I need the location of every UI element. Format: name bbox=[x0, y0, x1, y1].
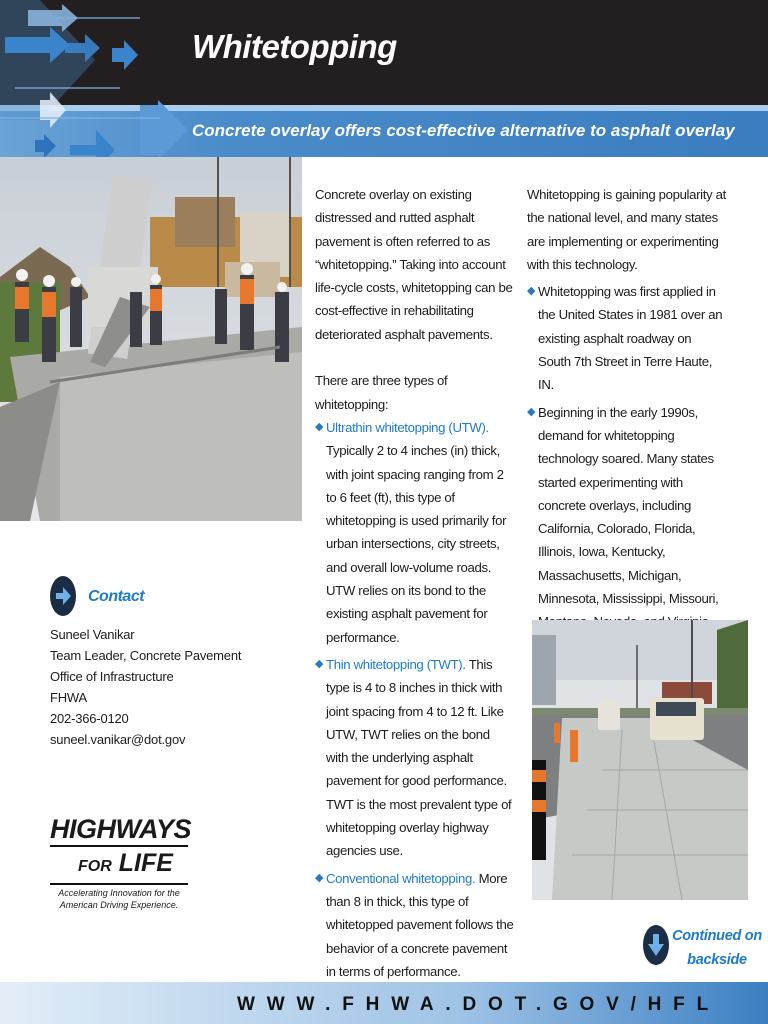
diamond-bullet-icon: ◆ bbox=[315, 657, 324, 670]
highways-for-life-logo bbox=[50, 814, 192, 911]
type-item-utw bbox=[315, 416, 515, 649]
decorative-arrows bbox=[0, 0, 200, 180]
diamond-bullet-icon: ◆ bbox=[315, 871, 324, 884]
type-item-conventional bbox=[315, 867, 515, 983]
logo-rule bbox=[50, 883, 188, 885]
type-item-twt bbox=[315, 653, 515, 863]
type-description: This type is 4 to 8 inches in thick with joint spacing from 4 to 12 ft. Like UTW, TWT relies on the bond with the underlying asphalt pavement for good performance. TWT is the most prevalent type of whitetopping overlay highway agencies use. bbox=[326, 656, 512, 859]
logo-line-one: HIGHWAYS bbox=[50, 814, 192, 844]
type-description: Typically 2 to 4 inches (in) thick, with joint spacing ranging from 2 to 6 feet (ft), this type of whitetopping is used primarily for urban intersections, city streets, and overall low-volume roads. UTW relies on its bond to the existing asphalt pavement for performance. bbox=[326, 443, 507, 645]
contact-title: Team Leader, Concrete Pavement bbox=[50, 648, 242, 663]
diamond-bullet-icon: ◆ bbox=[527, 285, 536, 298]
contact-block bbox=[50, 624, 241, 750]
finished-road-photo bbox=[532, 620, 748, 900]
type-name: Ultrathin whitetopping (UTW). bbox=[326, 419, 489, 435]
page-title: Whitetopping bbox=[192, 28, 397, 65]
intro-paragraph: Concrete overlay on existing distressed and rutted asphalt pavement is often referred to as “whitetopping.” Taking into account life-cycle costs, whitetopping can be cost-effective in rehabilitating deteriorated asphalt pavements. bbox=[315, 187, 513, 342]
page-subtitle: Concrete overlay offers cost-effective alternative to asphalt overlay bbox=[192, 121, 735, 140]
contact-heading: Contact bbox=[88, 588, 145, 605]
diamond-bullet-icon: ◆ bbox=[527, 405, 536, 418]
column-one bbox=[315, 183, 515, 983]
type-name: Thin whitetopping (TWT). bbox=[326, 656, 466, 672]
diamond-bullet-icon: ◆ bbox=[315, 420, 324, 433]
column-two bbox=[527, 183, 727, 634]
type-name: Conventional whitetopping. bbox=[326, 870, 476, 886]
contact-agency: FHWA bbox=[50, 690, 87, 705]
history-bullet bbox=[527, 280, 727, 396]
popularity-paragraph: Whitetopping is gaining popularity at the national level, and many states are implementing or experimenting with this technology. bbox=[527, 187, 726, 272]
demand-bullet bbox=[527, 401, 727, 634]
arrow-right-icon bbox=[50, 576, 76, 616]
paving-crew-photo bbox=[0, 157, 302, 521]
logo-rule bbox=[50, 845, 188, 847]
continued-note: Continued on backside bbox=[672, 928, 762, 968]
logo-tagline: Accelerating Innovation for the American Driving Experience. bbox=[58, 888, 180, 910]
contact-office: Office of Infrastructure bbox=[50, 669, 174, 684]
types-intro: There are three types of whitetopping: bbox=[315, 373, 448, 412]
arrow-down-icon bbox=[642, 923, 670, 967]
bullet-text: Beginning in the early 1990s, demand for whitetopping technology soared. Many states started experimenting with concrete overlays, including California, Colorado, Florida, Illinois, Iowa, Kentucky, Massachusetts, Michigan, Minnesota, Mississippi, Missouri, bbox=[538, 404, 719, 607]
contact-name: Suneel Vanikar bbox=[50, 627, 135, 642]
contact-email[interactable]: suneel.vanikar@dot.gov bbox=[50, 732, 186, 747]
logo-line-two: FOR LIFE bbox=[78, 849, 173, 877]
type-description: More than 8 in thick, this type of whitetopped pavement follows the behavior of a concrete pavement in terms of performance. bbox=[326, 870, 514, 979]
bullet-text: Whitetopping was first applied in the United States in 1981 over an existing asphalt roadway on South 7th Street in Terre Haute, IN. bbox=[538, 284, 723, 393]
footer-url[interactable]: WWW.FHWA.DOT.GOV/HFL bbox=[237, 994, 720, 1015]
contact-phone: 202-366-0120 bbox=[50, 711, 129, 726]
